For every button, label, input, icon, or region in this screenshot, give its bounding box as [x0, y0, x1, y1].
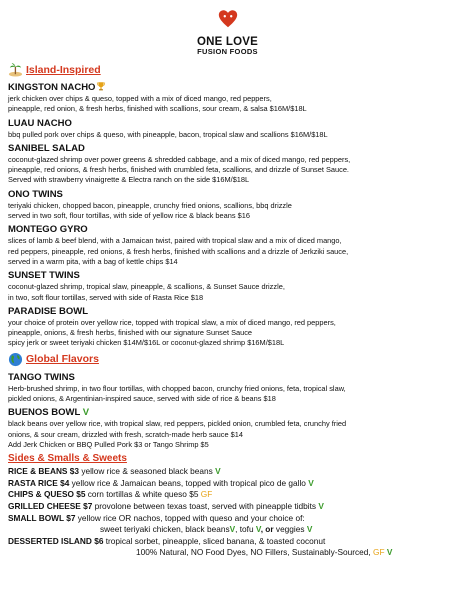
- item-name: BUENOS BOWL: [8, 407, 81, 419]
- menu-item: [8, 406, 450, 450]
- item-description: coconut-glazed shrimp, tropical slaw, pineapple, & scallions, & Sunset Sauce drizzle,: [8, 282, 285, 292]
- item-description: bbq pulled pork over chips & queso, with pineapple, bacon, tropical slaw and scallions $16M/$18L: [8, 129, 328, 139]
- vegetarian-tag: V: [229, 524, 236, 535]
- menu-item: [8, 223, 450, 267]
- side-item: [8, 489, 450, 501]
- item-description: Add Jerk Chicken or BBQ Pulled Pork $3 or Tango Shrimp $5: [8, 439, 209, 449]
- item-name: SANIBEL SALAD: [8, 142, 85, 154]
- menu-item: [8, 188, 450, 222]
- island-icon: [8, 62, 23, 77]
- small-bowl-choices: [8, 524, 450, 536]
- vegetarian-tag: V: [306, 524, 313, 535]
- item-description: served in a warm pita, with a bag of kettle chips $14: [8, 256, 178, 266]
- item-name: ONO TWINS: [8, 188, 63, 200]
- item-description: pineapple, red onions, & fresh herbs, finished with crumbled feta, scallions, and drizzle of Sunset Sauce.: [8, 165, 349, 175]
- trophy-icon: [96, 81, 106, 91]
- item-description: pickled onions, & Argentinian-inspired sauce, served with side of rice & beans $18: [8, 394, 276, 404]
- item-description: slices of lamb & beef blend, with a Jamaican twist, paired with tropical slaw and a mix of diced mango,: [8, 236, 342, 246]
- menu-item: [8, 269, 450, 303]
- menu-item: [8, 117, 450, 140]
- closing-note: [8, 547, 450, 559]
- menu-item: [8, 81, 450, 115]
- item-description: pineapple, onions, & fresh herbs, finished with our signature Sunset Sauce: [8, 328, 253, 338]
- side-item-desc: yellow rice OR nachos, topped with queso and your choice of:: [75, 512, 305, 523]
- side-item-desc: provolone between texas toast, served with pineapple tidbits: [92, 501, 319, 512]
- menu-item: [8, 371, 450, 405]
- side-item-name: CHIPS & QUESO $5: [8, 489, 86, 500]
- menu-item: [8, 305, 450, 349]
- vegetarian-tag: V: [255, 524, 261, 535]
- side-item-desc: tropical sorbet, pineapple, sliced banana, & toasted coconut: [103, 535, 326, 546]
- section-global-flavors: [8, 352, 450, 367]
- item-description: black beans over yellow rice, with tropical slaw, red peppers, pickled onion, crumbled feta, crunchy fried: [8, 419, 347, 429]
- item-name: LUAU NACHO: [8, 117, 72, 129]
- choices-text: sweet teriyaki chicken, black beans: [100, 524, 230, 535]
- item-name: PARADISE BOWL: [8, 305, 89, 317]
- section-title: Global Flavors: [26, 353, 99, 366]
- side-item-name: GRILLED CHEESE $7: [8, 501, 93, 512]
- choices-text: veggies: [273, 524, 307, 535]
- side-item-desc: yellow rice & seasoned black beans: [79, 466, 216, 477]
- side-item: [8, 466, 450, 478]
- item-name: MONTEGO GYRO: [8, 224, 88, 236]
- item-description: Served with strawberry vinaigrette & Electra ranch on the side $16M/$18L: [8, 175, 250, 185]
- side-item-desc: yellow rice & Jamaican beans, topped with tropical pico de gallo: [69, 477, 309, 488]
- section-title: Island-Inspired: [26, 63, 101, 76]
- side-item-name: RASTA RICE $4: [8, 477, 70, 488]
- item-description: your choice of protein over yellow rice, topped with tropical slaw, a mix of diced mango, red peppers,: [8, 317, 336, 327]
- globe-icon: [8, 352, 23, 367]
- item-description: coconut-glazed shrimp over power greens & shredded cabbage, and a mix of diced mango, red peppers,: [8, 154, 351, 164]
- heart-logo-icon: [217, 8, 239, 30]
- item-description: onions, & sour cream, drizzled with fresh, scratch-made herb sauce $14: [8, 429, 243, 439]
- item-name: TANGO TWINS: [8, 371, 75, 383]
- vegetarian-tag: V: [386, 547, 393, 558]
- vegetarian-tag: V: [308, 477, 314, 488]
- brand-name: ONE LOVE: [196, 36, 259, 48]
- side-item-desc: corn tortillas & white queso $5: [85, 489, 201, 500]
- item-description: red peppers, pineapple, red onions, & fresh herbs, finished with scallions and a drizzle of Jerkziki sauce,: [8, 246, 349, 256]
- gluten-free-tag: GF: [373, 547, 385, 558]
- side-item-name: RICE & BEANS $3: [8, 466, 80, 477]
- item-description: pineapple, red onion, & fresh herbs, finished with scallions, sour cream, & salsa $16M/$18L: [8, 104, 307, 114]
- menu-item: [8, 142, 450, 186]
- item-description: jerk chicken over chips & queso, topped with a mix of diced mango, red peppers,: [8, 94, 272, 103]
- side-item: [8, 513, 450, 525]
- item-description: Herb-brushed shrimp, in two flour tortillas, with chopped bacon, crunchy fried onions, feta, tropical slaw,: [8, 383, 346, 393]
- item-name: SUNSET TWINS: [8, 270, 80, 282]
- side-item: [8, 478, 450, 490]
- vegetarian-tag: V: [215, 466, 221, 477]
- brand-subname: FUSION FOODS: [197, 47, 258, 56]
- side-item: [8, 536, 450, 548]
- item-description: in two, soft flour tortillas, served with side of Rasta Rice $18: [8, 292, 204, 302]
- section-island-inspired: [8, 62, 450, 77]
- brand-logo: [0, 8, 455, 56]
- vegetarian-tag: V: [318, 501, 324, 512]
- gluten-free-tag: GF: [200, 489, 213, 500]
- side-item: [8, 501, 450, 513]
- item-description: spicy jerk or sweet teriyaki chicken $14M/$16L or coconut-glazed shrimp $16M/$18L: [8, 338, 285, 348]
- section-sides-title: Sides & Smalls & Sweets: [8, 453, 127, 465]
- vegetarian-tag: V: [82, 407, 90, 419]
- item-description: teriyaki chicken, chopped bacon, pineapple, crunchy fried onions, scallions, bbq drizzle: [8, 200, 292, 210]
- choices-or: , or: [260, 524, 274, 535]
- item-name: KINGSTON NACHO: [8, 82, 96, 93]
- side-item-name: SMALL BOWL $7: [8, 512, 76, 523]
- menu-content: [8, 62, 450, 559]
- choices-text: , tofu: [235, 524, 256, 535]
- item-description: served in two soft, flour tortillas, with side of yellow rice & black beans $16: [8, 211, 250, 221]
- side-item-name: DESSERTED ISLAND $6: [8, 535, 104, 546]
- closing-text: 100% Natural, NO Food Dyes, NO Fillers, Sustainably-Sourced,: [136, 547, 374, 558]
